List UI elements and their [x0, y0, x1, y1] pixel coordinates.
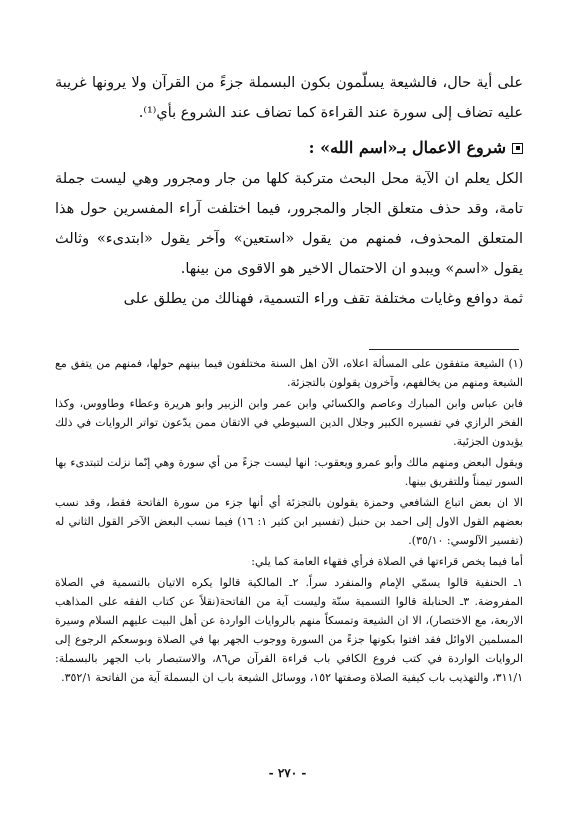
footnote: أما فيما يخص قراءتها في الصلاة فرأي فقهاء العامة كما يلي: [251, 555, 523, 568]
square-bullet-icon [512, 143, 523, 154]
section-heading-text: شروع الاعمال بـ«اسم الله» : [308, 138, 506, 157]
footnotes [55, 354, 523, 689]
footnote: (١) الشيعة متفقون على المسألة اعلاه، الآن اهل السنة مختلفون فيما بينهم حولها، فمنهم من يتفق مع الشيعة ومنهم من يخالفهم، وآخرون يقولون بالتجزئة. [55, 357, 523, 389]
footnote: ويقول البعض ومنهم مالك وأبو عمرو ويعقوب: انها ليست جزءً من أي سورة وهي إنّما نزلت لتبتدىء بها السور تيمناً وللتفريق بينها. [55, 456, 523, 488]
footnote: ١ـ الحنفية قالوا يسمّي الإمام والمنفرد سراً. ٢ـ المالكية قالوا يكره الاتيان بالتسمية في الصلاة المفروضة. ٣ـ الحنابلة قالوا التسمية سنّة وليست آية من الفاتحة(نقلاً عن كتاب الفقه على المذاهب الاربعة، مع الاختصار)، الا ان الشيعة وتمسكاً منهم بالروايات الواردة عن أهل البيت عليهم السلام وسيرة المسلمين الاوائل فقد افتوا بكونها جزءً من السورة ووجوب الجهر بها في الصلاة وبوسعكم الرجوع إلى الروايات الواردة في كتب فروع الكافي باب قراءة القرآن ص٨٦، والاستبصار باب الجهر بالبسملة: ٣١١/١، والتهذيب باب كيفية الصلاة وصفتها ١٥٢، ووسائل الشيعة باب ان البسملة آية من الفاتحة ٣٥٢/١. [55, 576, 524, 684]
main-text [55, 68, 523, 314]
footnote-divider [369, 349, 519, 350]
page-number: - ٢٧٠ - [268, 766, 307, 780]
footnote: فابن عباس وابن المبارك وعاصم والكسائي وابن عمر وابن الزبير وابو هريرة وعطاء وطاووس، وكذا الفخر الرازي في تفسيره الكبير وجلال الدين السيوطي في الاتقان ممن يدّعون تواتر الروايات في ذلك يؤيدون الجزئية. [55, 397, 523, 448]
paragraph-3: ثمة دوافع وغايات مختلفة تقف وراء التسمية، فهنالك من يطلق على [123, 291, 523, 307]
paragraph-1: على أية حال، فالشيعة يسلّمون بكون البسملة جزءً من القرآن ولا يرونها غريبة عليه تضاف إلى سورة عند القراءة كما تضاف عند الشروع بأي⁽¹⁾. [55, 75, 523, 121]
section-heading [55, 132, 523, 164]
paragraph-2: الكل يعلم ان الآية محل البحث متركبة كلها من جار ومجرور وهي ليست جملة تامة، وقد حذف متعلق الجار والمجرور، فيما اختلفت آراء المفسرين حول هذا المتعلق المحذوف، فمنهم من يقول «استعين» وآخر يقول «ابتدىء» وثالث يقول «اسم» ويبدو ان الاحتمال الاخير هو الاقوى من بينها. [55, 171, 523, 277]
footnote: الا ان بعض اتباع الشافعي وحمزة يقولون بالتجزئة أي أنها جزء من سورة الفاتحة فقط، وقد نسب بعضهم القول الاول إلى احمد بن حنبل (تفسير ابن كثير ١: ١٦) فيما نسب البعض الآخر القول الثاني له (تفسير الآلوسي: ٣٥/١٠). [55, 496, 523, 547]
